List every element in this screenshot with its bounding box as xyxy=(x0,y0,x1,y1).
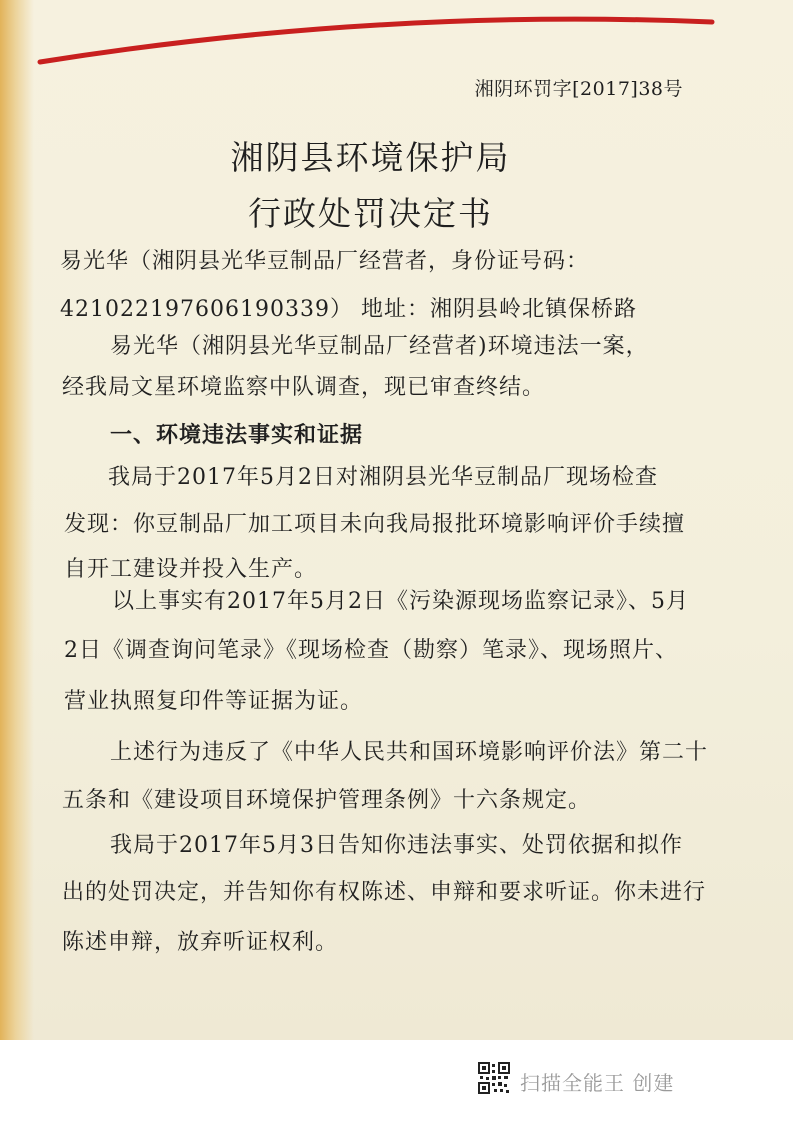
body-line: 营业执照复印件等证据为证。 xyxy=(64,689,364,714)
body-line: 陈述申辩，放弃听证权利。 xyxy=(62,930,339,955)
document-number: 湘阴环罚字[2017]38号 xyxy=(474,78,683,100)
body-line: 易光华（湘阴县光华豆制品厂经营者)环境违法一案， xyxy=(110,334,649,359)
scanner-watermark: 扫描全能王 创建 xyxy=(520,1071,675,1095)
body-line: 经我局文星环境监察中队调查，现已审查终结。 xyxy=(62,375,546,400)
body-line: 我局于2017年5月3日告知你违法事实、处罚依据和拟作 xyxy=(110,833,683,858)
body-line: 发现：你豆制品厂加工项目未向我局报批环境影响评价手续擅 xyxy=(64,512,686,537)
document-title-type: 行政处罚决定书 xyxy=(248,194,493,233)
body-line: 五条和《建设项目环境保护管理条例》十六条规定。 xyxy=(62,788,592,813)
body-line: 以上事实有2017年5月2日《污染源现场监察记录》、5月 xyxy=(112,589,689,614)
qr-code-icon xyxy=(478,1062,510,1094)
body-line: 421022197606190339） 地址：湘阴县岭北镇保桥路 xyxy=(60,297,637,322)
body-line: 易光华（湘阴县光华豆制品厂经营者，身份证号码： xyxy=(60,249,590,274)
body-line: 我局于2017年5月2日对湘阴县光华豆制品厂现场检查 xyxy=(108,465,658,490)
document-title-agency: 湘阴县环境保护局 xyxy=(230,138,511,177)
body-line: 上述行为违反了《中华人民共和国环境影响评价法》第二十 xyxy=(110,740,709,765)
body-line: 2日《调查询问笔录》《现场检查（勘察）笔录》、现场照片、 xyxy=(64,638,678,663)
section-heading: 一、环境违法事实和证据 xyxy=(110,422,364,448)
body-line: 出的处罚决定，并告知你有权陈述、申辩和要求听证。你未进行 xyxy=(62,880,707,905)
body-line: 自开工建设并投入生产。 xyxy=(64,557,318,582)
